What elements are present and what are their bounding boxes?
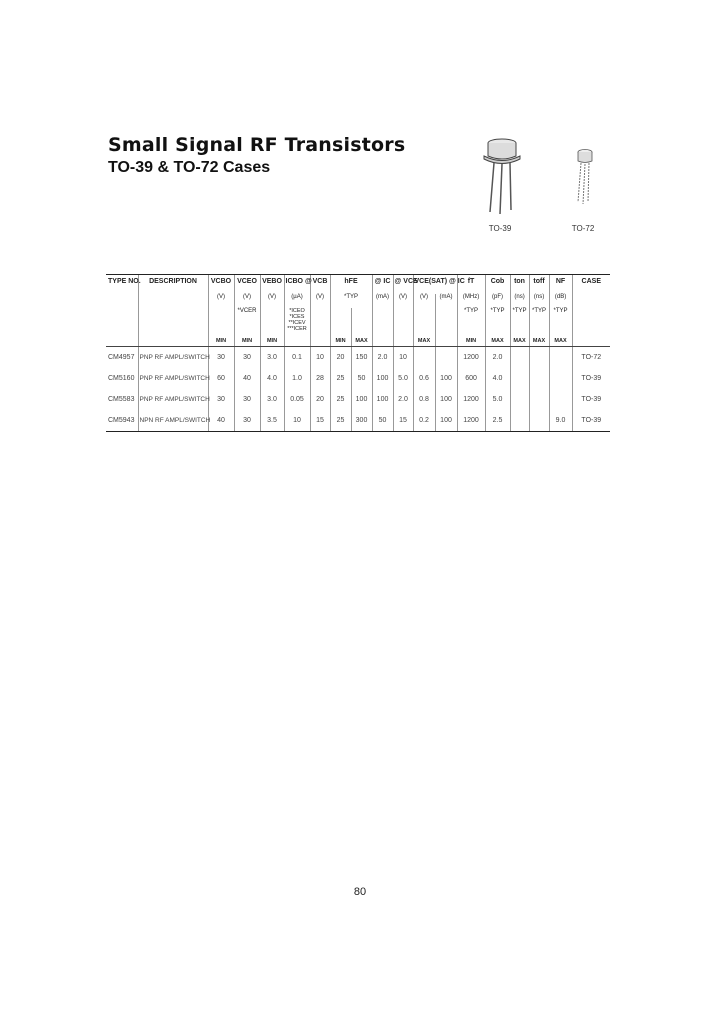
- table-cell: 1200: [457, 389, 485, 410]
- table-cell: 10: [284, 410, 310, 432]
- table-cell: 1200: [457, 410, 485, 432]
- note-cell: *VCER: [234, 308, 260, 332]
- description-cell: NPN RF AMPL/SWITCH: [138, 410, 208, 432]
- type-no-cell: CM5583: [108, 396, 135, 403]
- table-cell: 300: [351, 410, 372, 432]
- table-row: [106, 347, 610, 369]
- table-cell: [529, 368, 549, 389]
- limit-cell: [310, 332, 330, 347]
- table-cell: 2.5: [485, 410, 510, 432]
- table-cell: 1200: [457, 347, 485, 369]
- col-ton: ton: [510, 275, 529, 295]
- table-cell: 15: [310, 410, 330, 432]
- table-cell: 1.0: [284, 368, 310, 389]
- table-cell: 0.8: [413, 389, 435, 410]
- table-cell: 100: [435, 368, 457, 389]
- table-cell: 0.6: [413, 368, 435, 389]
- unit-cell: (µA): [284, 294, 310, 308]
- note-cell: [351, 308, 372, 332]
- table-cell: 600: [457, 368, 485, 389]
- table-cell: 30: [234, 389, 260, 410]
- col-vce: @ VCE: [393, 275, 413, 295]
- col-ic: @ IC: [372, 275, 393, 295]
- unit-cell: (ns): [529, 294, 549, 308]
- col-icbo: ICBO @: [284, 275, 310, 295]
- col-description: DESCRIPTION: [138, 275, 208, 295]
- limit-cell: MAX: [510, 332, 529, 347]
- table-cell: 30: [234, 347, 260, 369]
- to72-transistor-icon: [572, 146, 598, 206]
- unit-cell: (V): [234, 294, 260, 308]
- unit-cell: (dB): [549, 294, 572, 308]
- limit-cell: [106, 332, 138, 347]
- table-cell: 150: [351, 347, 372, 369]
- note-cell: *TYP: [510, 308, 529, 332]
- table-cell: TO-39: [572, 368, 610, 389]
- table-cell: 40: [234, 368, 260, 389]
- to39-caption: TO-39: [488, 224, 512, 233]
- table-row: [106, 410, 610, 432]
- note-cell: [372, 308, 393, 332]
- col-type-no: TYPE NO.: [106, 275, 138, 295]
- page-subtitle: TO-39 & TO-72 Cases: [108, 159, 271, 176]
- note-cell: [208, 308, 234, 332]
- table-cell: [510, 368, 529, 389]
- unit-cell: (V): [260, 294, 284, 308]
- table-cell: [529, 347, 549, 369]
- col-ft: fT: [457, 275, 485, 295]
- table-cell: [529, 410, 549, 432]
- note-cell: [435, 308, 457, 332]
- type-no-cell: CM4957: [108, 354, 135, 361]
- unit-cell: (V): [310, 294, 330, 308]
- header-row-labels: [106, 275, 610, 295]
- table-cell: [549, 347, 572, 369]
- table-cell: 50: [351, 368, 372, 389]
- unit-cell: (pF): [485, 294, 510, 308]
- header-row-notes: [106, 308, 610, 332]
- table-cell: [510, 389, 529, 410]
- table-cell: 25: [330, 368, 351, 389]
- table-cell: 9.0: [549, 410, 572, 432]
- table-cell: 15: [393, 410, 413, 432]
- limit-cell: MAX: [351, 332, 372, 347]
- note-cell: [106, 308, 138, 332]
- table-cell: 0.05: [284, 389, 310, 410]
- table-cell: 3.5: [260, 410, 284, 432]
- table-cell: 100: [435, 389, 457, 410]
- unit-cell: (MHz): [457, 294, 485, 308]
- table-cell: 5.0: [393, 368, 413, 389]
- table-cell: 40: [208, 410, 234, 432]
- page-number: 80: [353, 886, 367, 898]
- to39-transistor-icon: [474, 134, 536, 216]
- table-cell: 2.0: [372, 347, 393, 369]
- limit-cell: [138, 332, 208, 347]
- table-cell: TO-39: [572, 410, 610, 432]
- table-cell: 0.1: [284, 347, 310, 369]
- limit-cell: MAX: [485, 332, 510, 347]
- note-cell: [572, 308, 610, 332]
- table-cell: [510, 347, 529, 369]
- table-cell: 3.0: [260, 347, 284, 369]
- col-toff: toff: [529, 275, 549, 295]
- unit-cell: [138, 294, 208, 308]
- table-cell: 2.0: [485, 347, 510, 369]
- table-cell: 0.2: [413, 410, 435, 432]
- limit-cell: [572, 332, 610, 347]
- limit-cell: [393, 332, 413, 347]
- limit-cell: MIN: [330, 332, 351, 347]
- unit-cell: (mA): [372, 294, 393, 308]
- table-cell: 60: [208, 368, 234, 389]
- note-cell: [260, 308, 284, 332]
- col-vcbo: VCBO: [208, 275, 234, 295]
- col-vce-sat: VCE(SAT) @ IC: [413, 275, 457, 295]
- table-cell: 10: [393, 347, 413, 369]
- table-cell: 100: [351, 389, 372, 410]
- unit-cell: *TYP: [330, 294, 372, 308]
- limit-cell: MIN: [457, 332, 485, 347]
- unit-cell: (V): [413, 294, 435, 308]
- limit-cell: [435, 332, 457, 347]
- to72-caption: TO-72: [571, 224, 595, 233]
- note-cell: *TYP: [549, 308, 572, 332]
- header-row-limits: [106, 332, 610, 347]
- note-cell: *TYP: [485, 308, 510, 332]
- table-cell: 25: [330, 410, 351, 432]
- table-cell: 4.0: [485, 368, 510, 389]
- note-cell: *TYP: [457, 308, 485, 332]
- table-cell: 20: [310, 389, 330, 410]
- unit-cell: (ns): [510, 294, 529, 308]
- table-cell: [510, 410, 529, 432]
- col-nf: NF: [549, 275, 572, 295]
- note-cell: [310, 308, 330, 332]
- table-cell: 100: [372, 389, 393, 410]
- header-row-units: [106, 294, 610, 308]
- table-cell: 30: [234, 410, 260, 432]
- limit-cell: MIN: [260, 332, 284, 347]
- limit-cell: [372, 332, 393, 347]
- note-cell: *ICEO *ICES **ICEV ***ICER: [284, 308, 310, 332]
- type-no-cell: CM5943: [106, 410, 138, 432]
- table-cell: 2.0: [393, 389, 413, 410]
- note-cell: [413, 308, 435, 332]
- unit-cell: (V): [208, 294, 234, 308]
- note-cell: [330, 308, 351, 332]
- unit-cell: (V): [393, 294, 413, 308]
- table-cell: 5.0: [485, 389, 510, 410]
- table-cell: TO-72: [572, 347, 610, 369]
- table-row: [106, 368, 610, 389]
- transistor-spec-table: [106, 274, 610, 432]
- table-cell: TO-39: [572, 389, 610, 410]
- table-cell: 30: [208, 389, 234, 410]
- limit-cell: MIN: [208, 332, 234, 347]
- table-cell: [435, 347, 457, 369]
- limit-cell: MAX: [529, 332, 549, 347]
- col-vceo: VCEO: [234, 275, 260, 295]
- table-cell: 28: [310, 368, 330, 389]
- table-cell: 25: [330, 389, 351, 410]
- col-case: CASE: [572, 275, 610, 295]
- table-cell: [549, 389, 572, 410]
- limit-cell: [284, 332, 310, 347]
- table-cell: [413, 347, 435, 369]
- table-cell: 20: [330, 347, 351, 369]
- description-cell: PNP RF AMPL/SWITCH: [138, 347, 208, 369]
- table-cell: 3.0: [260, 389, 284, 410]
- table-row: [106, 389, 610, 410]
- table-cell: 100: [435, 410, 457, 432]
- limit-cell: MIN: [234, 332, 260, 347]
- table-cell: 100: [372, 368, 393, 389]
- col-hfe: hFE: [330, 275, 372, 295]
- col-cob: Cob: [485, 275, 510, 295]
- note-cell: *TYP: [529, 308, 549, 332]
- table-cell: [549, 368, 572, 389]
- description-cell: PNP RF AMPL/SWITCH: [138, 389, 208, 410]
- table-cell: 30: [208, 347, 234, 369]
- page-title: Small Signal RF Transistors: [108, 134, 406, 156]
- limit-cell: MAX: [413, 332, 435, 347]
- table-cell: 4.0: [260, 368, 284, 389]
- unit-cell: [572, 294, 610, 308]
- table-cell: [529, 389, 549, 410]
- note-cell: [138, 308, 208, 332]
- type-no-cell: CM5160: [108, 375, 135, 382]
- limit-cell: MAX: [549, 332, 572, 347]
- table-cell: 10: [310, 347, 330, 369]
- table-cell: 50: [372, 410, 393, 432]
- unit-cell: [106, 294, 138, 308]
- col-vcb: VCB: [310, 275, 330, 295]
- col-vebo: VEBO: [260, 275, 284, 295]
- unit-cell: (mA): [435, 294, 457, 308]
- description-cell: PNP RF AMPL/SWITCH: [138, 368, 208, 389]
- note-cell: [393, 308, 413, 332]
